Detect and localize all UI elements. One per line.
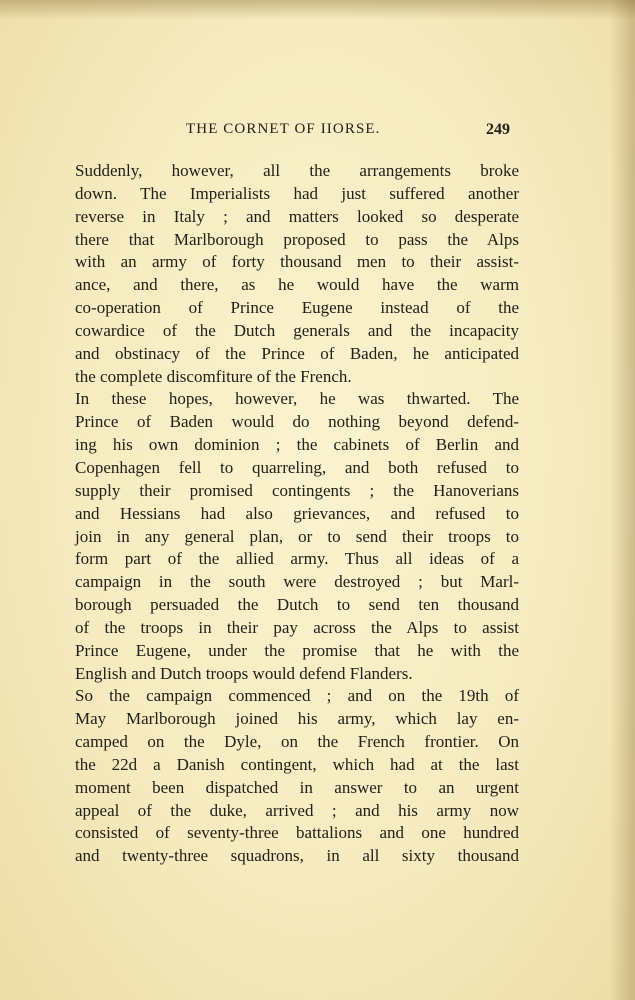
body-text [75,160,519,868]
text-line: reverse in Italy ; and matters looked so desperate [75,206,519,226]
text-line: there that Marlborough proposed to pass the Alps [75,229,519,249]
text-line: consisted of seventy-three battalions and one hundred [75,823,519,843]
running-head: THE CORNET OF IIORSE. [186,121,381,137]
paragraph-start-line: So the campaign commenced ; and on the 19th of [75,686,519,706]
text-line: appeal of the duke, arrived ; and his army now [75,800,519,820]
text-line: Suddenly, however, all the arrangements broke [75,161,519,180]
paragraph-end-line: English and Dutch troops would defend Flanders. [75,663,413,683]
text-line: campaign in the south were destroyed ; but Marl- [75,572,519,592]
text-line: and twenty-three squadrons, in all sixty thousand [75,846,519,866]
text-line: down. The Imperialists had just suffered another [75,183,519,203]
text-line: ance, and there, as he would have the warm [75,275,519,295]
text-line: ing his own dominion ; the cabinets of Berlin and [75,435,519,455]
text-line: of the troops in their pay across the Alps to assist [75,617,519,637]
text-line: moment been dispatched in answer to an urgent [75,777,519,797]
text-line: the 22d a Danish contingent, which had at the last [75,754,519,774]
text-line: supply their promised contingents ; the Hanoverians [75,480,519,500]
text-line: camped on the Dyle, on the French frontier. On [75,732,519,752]
text-line: co-operation of Prince Eugene instead of the [75,298,519,318]
text-line: cowardice of the Dutch generals and the incapacity [75,320,519,340]
text-line: join in any general plan, or to send their troops to [75,526,519,546]
text-line: Copenhagen fell to quarreling, and both refused to [75,457,519,477]
page-number: 249 [486,121,510,138]
page-header [0,121,635,143]
paragraph-end-line: the complete discomfiture of the French. [75,366,352,386]
text-line: and obstinacy of the Prince of Baden, he anticipated [75,343,519,363]
text-line: and Hessians had also grievances, and refused to [75,503,519,523]
text-line: Prince Eugene, under the promise that he with the [75,640,519,660]
text-line: borough persuaded the Dutch to send ten thousand [75,595,519,615]
text-line: May Marlborough joined his army, which lay en- [75,709,519,729]
text-line: with an army of forty thousand men to their assist- [75,252,519,272]
text-line: Prince of Baden would do nothing beyond defend- [75,412,519,432]
text-line: form part of the allied army. Thus all ideas of a [75,549,519,569]
paragraph-start-line: In these hopes, however, he was thwarted. The [75,389,519,409]
